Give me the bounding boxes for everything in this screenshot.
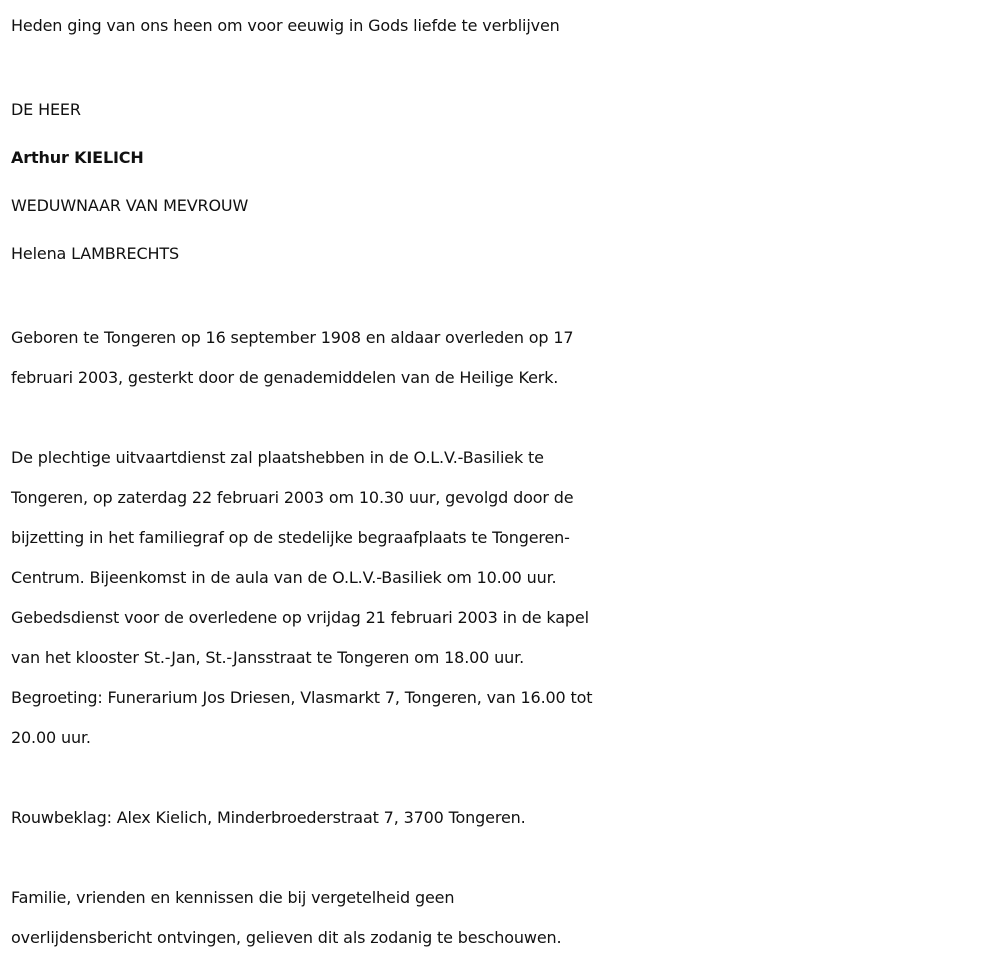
funeral-line: Gebedsdienst voor de overledene op vrijdag 21 februari 2003 in de kapel — [11, 608, 589, 627]
closing-line: Familie, vrienden en kennissen die bij vergetelheid geen — [11, 888, 455, 907]
birth-death-paragraph — [11, 318, 992, 398]
funeral-line: 20.00 uur. — [11, 728, 91, 747]
honorific-title: DE HEER — [11, 100, 81, 119]
closing-paragraph — [11, 878, 992, 958]
funeral-line: Centrum. Bijeenkomst in de aula van de O.L.V.-Basiliek om 10.00 uur. — [11, 568, 557, 587]
condolences-line: Rouwbeklag: Alex Kielich, Minderbroederstraat 7, 3700 Tongeren. — [11, 808, 526, 827]
funeral-line: Begroeting: Funerarium Jos Driesen, Vlasmarkt 7, Tongeren, van 16.00 tot — [11, 688, 593, 707]
deceased-name: Arthur KIELICH — [11, 148, 144, 167]
funeral-line: van het klooster St.-Jan, St.-Jansstraat te Tongeren om 18.00 uur. — [11, 648, 525, 667]
funeral-line: Tongeren, op zaterdag 22 februari 2003 om 10.30 uur, gevolgd door de — [11, 488, 574, 507]
birth-death-line: februari 2003, gesterkt door de genademiddelen van de Heilige Kerk. — [11, 368, 559, 387]
closing-line: overlijdensbericht ontvingen, gelieven dit als zodanig te beschouwen. — [11, 928, 562, 947]
intro-line: Heden ging van ons heen om voor eeuwig in Gods liefde te verblijven — [11, 16, 560, 35]
funeral-line: bijzetting in het familiegraf op de stedelijke begraafplaats te Tongeren- — [11, 528, 570, 547]
funeral-line: De plechtige uitvaartdienst zal plaatshebben in de O.L.V.-Basiliek te — [11, 448, 544, 467]
relation-line: WEDUWNAAR VAN MEVROUW — [11, 196, 249, 215]
birth-death-line: Geboren te Tongeren op 16 september 1908 en aldaar overleden op 17 — [11, 328, 574, 347]
spouse-name: Helena LAMBRECHTS — [11, 244, 180, 263]
funeral-paragraph — [11, 438, 992, 758]
